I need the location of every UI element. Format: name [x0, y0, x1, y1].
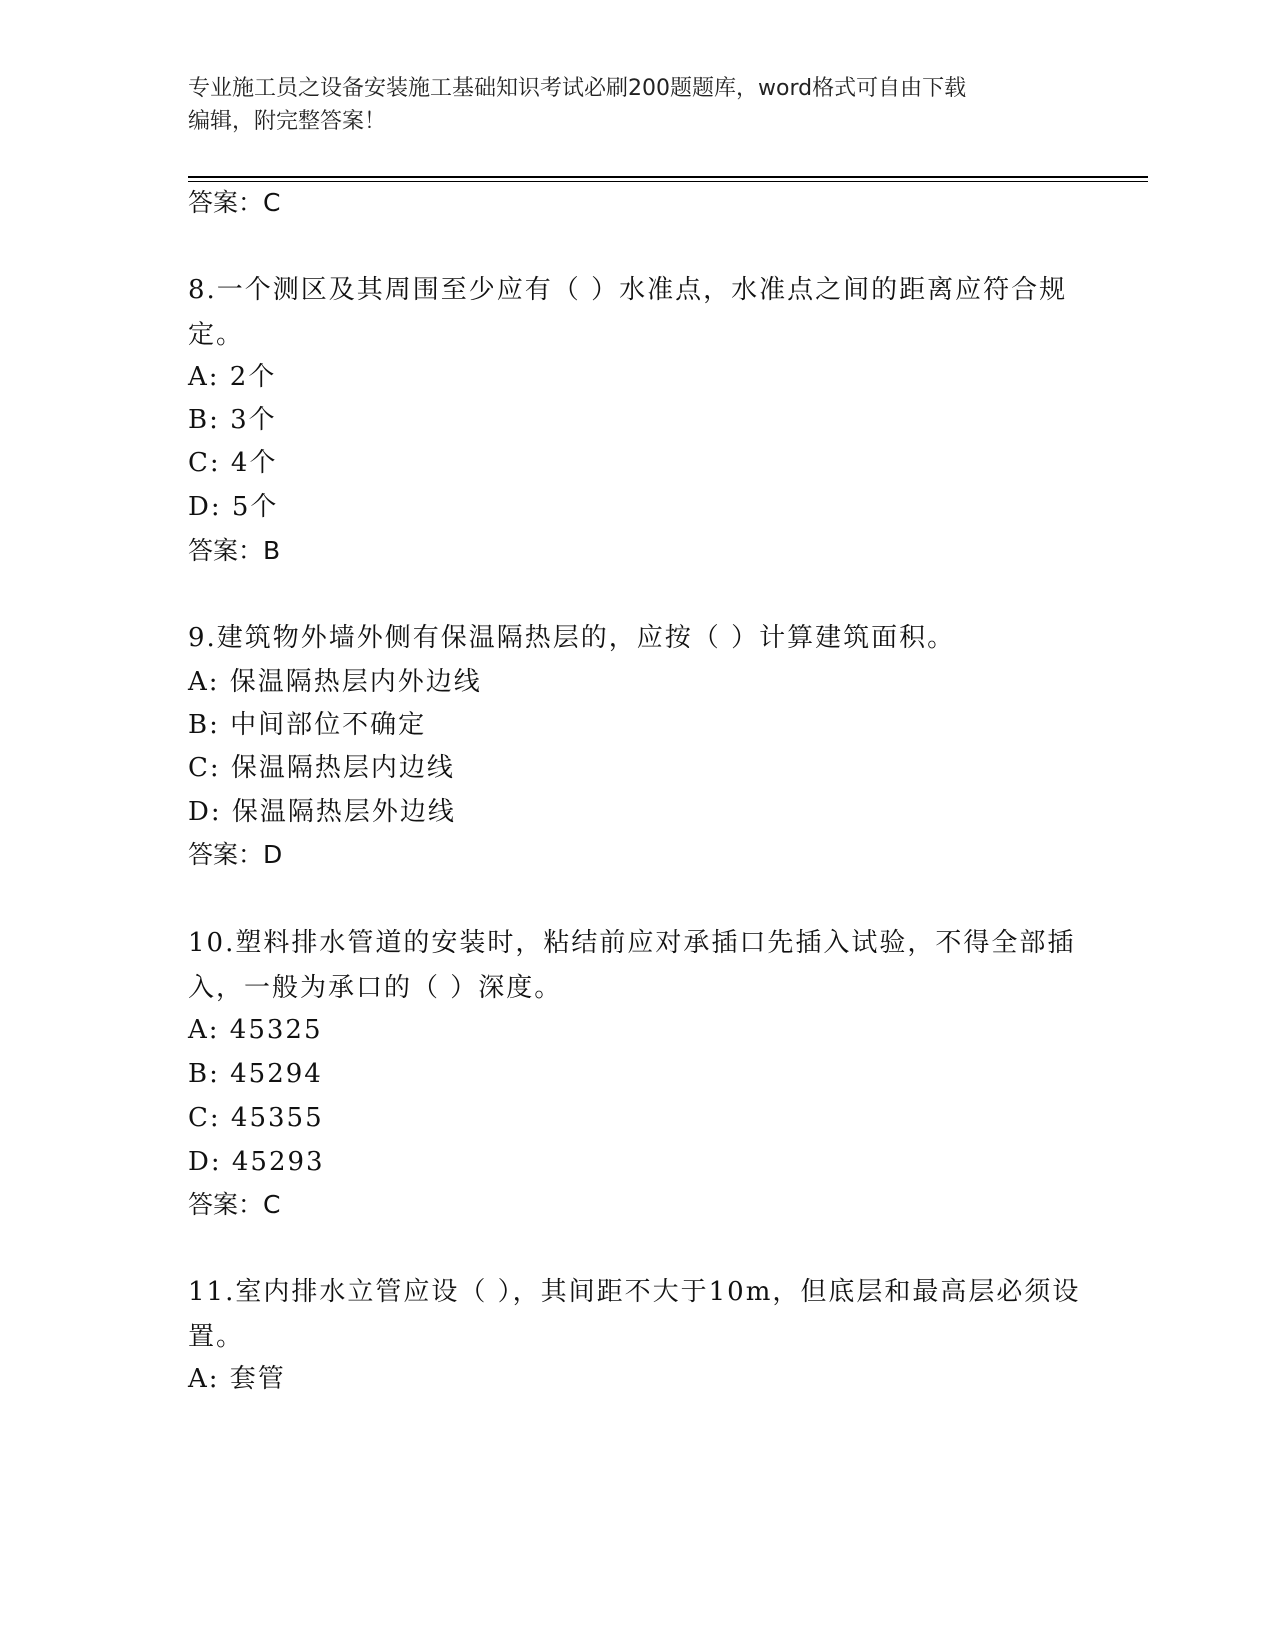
question-10-stem: 10.塑料排水管道的安装时，粘结前应对承插口先插入试验，不得全部插入，一般为承口的（ ）深度。 — [188, 928, 1076, 1003]
header-divider-thin — [188, 181, 1148, 182]
question-8-option-d: D: 5个 — [188, 492, 279, 522]
question-9-answer: 答案：D — [188, 840, 283, 869]
question-10-answer: 答案：C — [188, 1190, 281, 1219]
question-11-option-a: A: 套管 — [188, 1364, 286, 1394]
question-10-option-c: C: 45355 — [188, 1103, 324, 1133]
question-8-option-a: A: 2个 — [188, 362, 277, 392]
header-divider-thick — [188, 176, 1148, 178]
question-8-answer: 答案：B — [188, 536, 281, 565]
question-10-option-b: B: 45294 — [188, 1059, 323, 1089]
question-9-option-b: B: 中间部位不确定 — [188, 710, 427, 740]
question-9-option-a: A: 保温隔热层内外边线 — [188, 667, 482, 697]
question-10-option-d: D: 45293 — [188, 1147, 325, 1177]
question-8-stem: 8.一个测区及其周围至少应有（ ）水准点，水准点之间的距离应符合规定。 — [188, 275, 1068, 350]
header-title-line-2: 编辑，附完整答案！ — [188, 109, 387, 134]
question-9-stem: 9.建筑物外墙外侧有保温隔热层的，应按（ ）计算建筑面积。 — [188, 623, 956, 653]
question-11-stem: 11.室内排水立管应设（ ），其间距不大于10m，但底层和最高层必须设置。 — [188, 1277, 1081, 1352]
document-header — [188, 72, 1088, 138]
question-10-option-a: A: 45325 — [188, 1015, 323, 1045]
previous-answer: 答案：C — [188, 188, 281, 217]
question-9-option-c: C: 保温隔热层内边线 — [188, 753, 455, 783]
question-8-option-c: C: 4个 — [188, 448, 278, 478]
question-8-option-b: B: 3个 — [188, 405, 277, 435]
question-9-option-d: D: 保温隔热层外边线 — [188, 797, 456, 827]
header-title-line-1: 专业施工员之设备安装施工基础知识考试必刷200题题库，word格式可自由下载 — [188, 76, 967, 101]
